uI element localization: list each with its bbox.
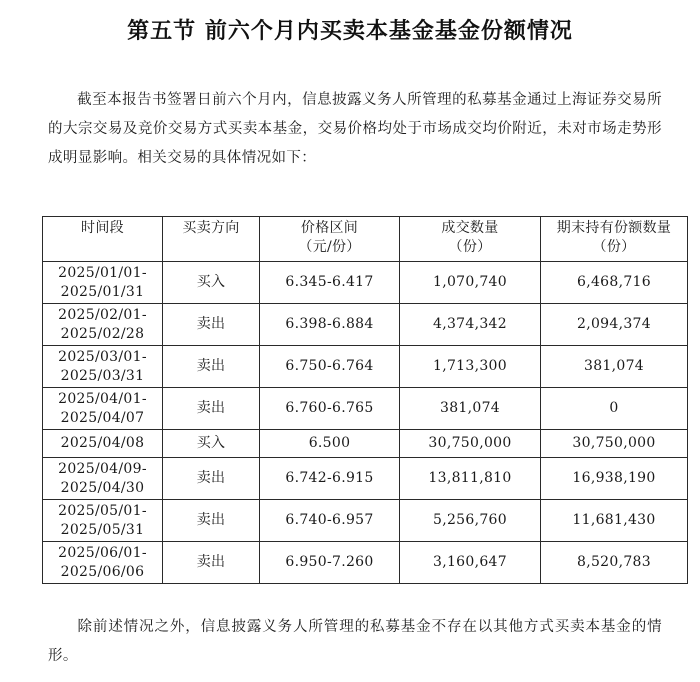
cell-holding: 8,520,783: [541, 542, 688, 584]
header-holding: 期末持有份额数量 （份）: [541, 217, 688, 262]
cell-volume: 381,074: [400, 388, 541, 430]
cell-period: 2025/03/01- 2025/03/31: [43, 346, 163, 388]
intro-text: 截至本报告书签署日前六个月内，信息披露义务人所管理的私募基金通过上海证券交易所的大宗交易及竞价交易方式买卖本基金，交易价格均处于市场成交均价附近，未对市场走势形成明显影响。相关交易的具体情况如下：: [48, 92, 662, 166]
cell-holding: 381,074: [541, 346, 688, 388]
cell-volume: 4,374,342: [400, 304, 541, 346]
cell-direction: 卖出: [163, 500, 260, 542]
table-body: [43, 262, 688, 584]
cell-period: 2025/04/08: [43, 430, 163, 458]
cell-period: 2025/02/01- 2025/02/28: [43, 304, 163, 346]
trading-table: [42, 216, 688, 584]
cell-holding: 11,681,430: [541, 500, 688, 542]
cell-volume: 30,750,000: [400, 430, 541, 458]
cell-price-range: 6.398-6.884: [260, 304, 400, 346]
cell-period: 2025/04/01- 2025/04/07: [43, 388, 163, 430]
cell-volume: 1,070,740: [400, 262, 541, 304]
cell-direction: 卖出: [163, 542, 260, 584]
cell-volume: 1,713,300: [400, 346, 541, 388]
table-row: [43, 458, 688, 500]
cell-direction: 买入: [163, 262, 260, 304]
cell-period: 2025/05/01- 2025/05/31: [43, 500, 163, 542]
cell-price-range: 6.740-6.957: [260, 500, 400, 542]
table-row: [43, 388, 688, 430]
table-row: [43, 430, 688, 458]
header-volume: 成交数量 （份）: [400, 217, 541, 262]
table-row: [43, 346, 688, 388]
cell-holding: 6,468,716: [541, 262, 688, 304]
outro-text: 除前述情况之外，信息披露义务人所管理的私募基金不存在以其他方式买卖本基金的情形。: [48, 619, 662, 664]
cell-direction: 卖出: [163, 346, 260, 388]
cell-holding: 30,750,000: [541, 430, 688, 458]
cell-volume: 13,811,810: [400, 458, 541, 500]
header-period: 时间段: [43, 217, 163, 262]
table-row: [43, 542, 688, 584]
cell-period: 2025/06/01- 2025/06/06: [43, 542, 163, 584]
cell-period: 2025/04/09- 2025/04/30: [43, 458, 163, 500]
cell-price-range: 6.760-6.765: [260, 388, 400, 430]
cell-price-range: 6.950-7.260: [260, 542, 400, 584]
cell-holding: 0: [541, 388, 688, 430]
section-title: 第五节 前六个月内买卖本基金基金份额情况: [127, 19, 573, 44]
cell-holding: 16,938,190: [541, 458, 688, 500]
header-direction: 买卖方向: [163, 217, 260, 262]
cell-volume: 5,256,760: [400, 500, 541, 542]
closing-paragraph: [48, 613, 662, 671]
header-price-range: 价格区间 （元/份）: [260, 217, 400, 262]
cell-price-range: 6.750-6.764: [260, 346, 400, 388]
cell-direction: 卖出: [163, 304, 260, 346]
table-row: [43, 262, 688, 304]
cell-period: 2025/01/01- 2025/01/31: [43, 262, 163, 304]
cell-direction: 买入: [163, 430, 260, 458]
cell-holding: 2,094,374: [541, 304, 688, 346]
cell-price-range: 6.742-6.915: [260, 458, 400, 500]
intro-paragraph: [48, 86, 662, 173]
cell-volume: 3,160,647: [400, 542, 541, 584]
table-row: [43, 304, 688, 346]
cell-direction: 卖出: [163, 388, 260, 430]
table-row: [43, 500, 688, 542]
cell-price-range: 6.345-6.417: [260, 262, 400, 304]
table-header-row: [43, 217, 688, 262]
cell-price-range: 6.500: [260, 430, 400, 458]
cell-direction: 卖出: [163, 458, 260, 500]
